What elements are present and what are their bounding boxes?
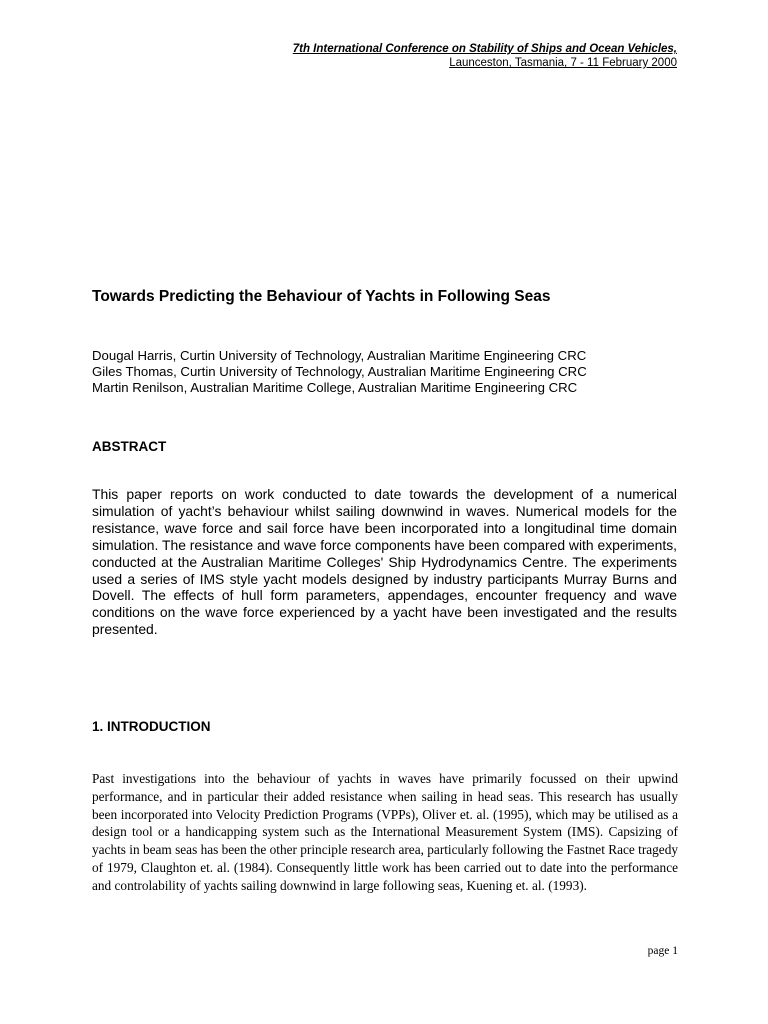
conference-location: Launceston, Tasmania, 7 - 11 February 2000	[449, 57, 677, 69]
introduction-heading: 1. INTRODUCTION	[92, 719, 211, 734]
author-item: Giles Thomas, Curtin University of Technology, Australian Maritime Engineering CRC	[92, 364, 587, 379]
author-item: Martin Renilson, Australian Maritime College, Australian Maritime Engineering CRC	[92, 380, 578, 395]
abstract-text: This paper reports on work conducted to date towards the development of a numerical simulation of yacht’s behaviour whilst sailing downwind in waves. Numerical models for the resistance, wave force and sail force have been incorporated into a longitudinal time domain simulation. The resistance and wave force components have been compared with experiments, conducted at the Australian Maritime Colleges' Ship Hydrodynamics Centre. The experiments used a series of IMS style yacht models designed by industry participants Murray Burns and Dovell. The effects of hull form parameters, appendages, encounter frequency and wave conditions on the wave force experienced by a yacht have been investigated and the results presented.	[92, 486, 678, 638]
page-number: page 1	[647, 945, 678, 957]
author-item: Dougal Harris, Curtin University of Technology, Australian Maritime Engineering CRC	[92, 348, 587, 363]
introduction-text: Past investigations into the behaviour of yachts in waves have primarily focussed on their upwind performance, and in particular their added resistance when sailing in head seas. This research has usually been incorporated into Velocity Prediction Programs (VPPs), Oliver et. al. (1995), which may be utilised as a design tool or a handicapping system such as the International Measurement System (IMS). Capsizing of yachts in beam seas has been the other principle research area, particularly following the Fastnet Race tragedy of 1979, Claughton et. al. (1984). Consequently little work has been carried out to date into the performance and controlability of yachts sailing downwind in large following seas, Kuening et. al. (1993).	[92, 771, 678, 893]
conference-header	[293, 42, 677, 70]
conference-name: 7th International Conference on Stability of Ships and Ocean Vehicles,	[292, 43, 677, 55]
paper-title: Towards Predicting the Behaviour of Yachts in Following Seas	[92, 288, 551, 305]
author-list	[92, 348, 587, 396]
abstract-heading: ABSTRACT	[92, 439, 167, 454]
